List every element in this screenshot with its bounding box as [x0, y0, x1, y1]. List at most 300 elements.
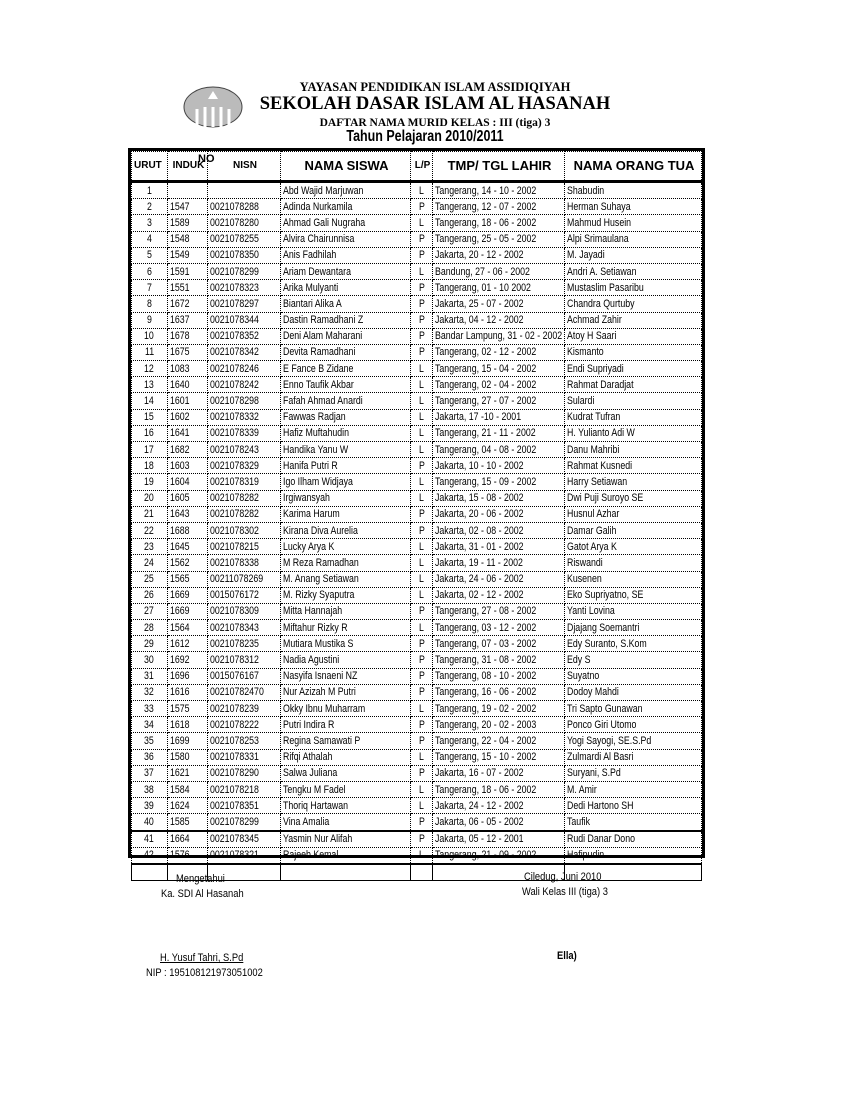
birth-place-date-cell — [433, 393, 565, 409]
table-row — [132, 263, 702, 279]
parent-name: Dwi Puji Suroyo SE — [567, 492, 644, 505]
row-number-cell — [132, 215, 168, 231]
gender-cell — [411, 701, 433, 717]
induk-number: 1672 — [170, 297, 190, 310]
student-name-cell — [281, 749, 411, 765]
induk-number-cell — [168, 506, 208, 522]
row-number-cell — [132, 393, 168, 409]
nisn: 0021078243 — [210, 443, 259, 456]
table-row — [132, 280, 702, 296]
parent-name: Shabudin — [567, 184, 605, 197]
birth-place-date-cell — [433, 458, 565, 474]
student-name-cell — [281, 296, 411, 312]
parent-name: Danu Mahribi — [567, 443, 620, 456]
gender-cell — [411, 831, 433, 848]
student-name: Abd Wajid Marjuwan — [283, 184, 364, 197]
parent-name-cell — [565, 603, 702, 619]
row-number-cell — [132, 636, 168, 652]
parent-name: Mahmud Husein — [567, 216, 632, 229]
birth-place-date-cell — [433, 361, 565, 377]
student-name: Thoriq Hartawan — [283, 799, 349, 812]
birth-place-date-cell — [433, 409, 565, 425]
gender-cell — [411, 847, 433, 864]
parent-name-cell — [565, 328, 702, 344]
parent-name-cell — [565, 587, 702, 603]
birth-place-date-cell — [433, 474, 565, 490]
induk-number: 1669 — [170, 589, 190, 602]
student-name: Nadia Agustini — [283, 654, 340, 667]
parent-name-cell — [565, 847, 702, 864]
induk-number: 1580 — [170, 751, 190, 764]
row-number: 22 — [144, 524, 155, 537]
parent-name: Atoy H Saari — [567, 330, 617, 343]
student-name-cell — [281, 182, 411, 199]
birth-place-date-cell — [433, 733, 565, 749]
induk-number-cell — [168, 668, 208, 684]
student-name: Anis Fadhilah — [283, 249, 337, 262]
parent-name: Kusenen — [567, 573, 602, 586]
induk-number-cell — [168, 814, 208, 831]
row-number-cell — [132, 442, 168, 458]
footer-place-date: Ciledug, Juni 2010 — [524, 871, 602, 883]
row-number: 7 — [147, 281, 153, 294]
parent-name: M. Amir — [567, 783, 597, 796]
induk-number-cell — [168, 312, 208, 328]
induk-number-cell — [168, 215, 208, 231]
nisn-cell — [208, 831, 281, 848]
parent-name: Andri A. Setiawan — [567, 265, 637, 278]
nisn: 00210782470 — [210, 686, 264, 699]
nisn-cell — [208, 847, 281, 864]
nisn: 0021078342 — [210, 346, 259, 359]
student-name-cell — [281, 409, 411, 425]
birth-place-date: Jakarta, 05 - 12 - 2001 — [435, 833, 524, 846]
birth-place-date-cell — [433, 490, 565, 506]
induk-number: 1664 — [170, 833, 190, 846]
birth-place-date-cell — [433, 539, 565, 555]
row-number-cell — [132, 620, 168, 636]
induk-number: 1612 — [170, 637, 190, 650]
table-row — [132, 765, 702, 781]
birth-place-date: Tangerang, 25 - 05 - 2002 — [435, 233, 537, 246]
induk-number-cell — [168, 684, 208, 700]
birth-place-date-cell — [433, 765, 565, 781]
birth-place-date-cell — [433, 182, 565, 199]
gender: P — [418, 686, 425, 699]
student-name-cell — [281, 798, 411, 814]
birth-place-date-cell — [433, 296, 565, 312]
table-row — [132, 247, 702, 263]
student-name-cell — [281, 652, 411, 668]
table-row — [132, 215, 702, 231]
nisn-cell — [208, 636, 281, 652]
nisn-cell — [208, 668, 281, 684]
student-name: Tengku M Fadel — [283, 783, 346, 796]
student-name: Handika Yanu W — [283, 443, 349, 456]
student-name-cell — [281, 506, 411, 522]
parent-name: Ponco Giri Utomo — [567, 718, 637, 731]
student-name-cell — [281, 603, 411, 619]
gender-cell — [411, 409, 433, 425]
nisn-cell — [208, 652, 281, 668]
parent-name: Tri Sapto Gunawan — [567, 702, 643, 715]
induk-number-cell — [168, 717, 208, 733]
induk-number: 1616 — [170, 686, 190, 699]
row-number-cell — [132, 247, 168, 263]
gender-cell — [411, 442, 433, 458]
nisn-cell — [208, 215, 281, 231]
birth-place-date: Tangerang, 22 - 04 - 2002 — [435, 734, 537, 747]
induk-number: 1675 — [170, 346, 190, 359]
empty-cell — [411, 864, 433, 881]
birth-place-date: Jakarta, 31 - 01 - 2002 — [435, 540, 524, 553]
school-name: SEKOLAH DASAR ISLAM AL HASANAH — [259, 94, 611, 114]
birth-place-date: Jakarta, 06 - 05 - 2002 — [435, 815, 524, 828]
table-row — [132, 814, 702, 831]
induk-number-cell — [168, 701, 208, 717]
table-row — [132, 506, 702, 522]
parent-name-cell — [565, 798, 702, 814]
nisn: 0021078255 — [210, 233, 259, 246]
student-name: Nur Azizah M Putri — [283, 686, 356, 699]
gender-cell — [411, 296, 433, 312]
table-row — [132, 474, 702, 490]
row-number-cell — [132, 555, 168, 571]
student-name-cell — [281, 328, 411, 344]
parent-name-cell — [565, 263, 702, 279]
induk-number-cell — [168, 344, 208, 360]
student-name: Biantari Alika A — [283, 297, 342, 310]
gender-cell — [411, 765, 433, 781]
row-number-cell — [132, 522, 168, 538]
row-number: 34 — [144, 718, 155, 731]
parent-name: Endi Supriyadi — [567, 362, 624, 375]
gender-cell — [411, 361, 433, 377]
parent-name: Damar Galih — [567, 524, 617, 537]
student-name: Arika Mulyanti — [283, 281, 339, 294]
nisn: 0021078246 — [210, 362, 259, 375]
induk-number-cell — [168, 522, 208, 538]
parent-name: Riswandi — [567, 556, 603, 569]
nisn-cell — [208, 312, 281, 328]
parent-name-cell — [565, 361, 702, 377]
nisn: 0021078282 — [210, 508, 259, 521]
table-row — [132, 717, 702, 733]
nisn-cell — [208, 717, 281, 733]
student-name: Putri Indira R — [283, 718, 335, 731]
gender-cell — [411, 425, 433, 441]
birth-place-date-cell — [433, 701, 565, 717]
gender-cell — [411, 814, 433, 831]
row-number-cell — [132, 765, 168, 781]
induk-number-cell — [168, 603, 208, 619]
induk-number: 1624 — [170, 799, 190, 812]
birth-place-date: Jakarta, 10 - 10 - 2002 — [435, 459, 524, 472]
row-number-cell — [132, 798, 168, 814]
parent-name-cell — [565, 749, 702, 765]
birth-place-date-cell — [433, 199, 565, 215]
nisn: 0021078321 — [210, 849, 259, 862]
nisn: 0021078297 — [210, 297, 259, 310]
gender-cell — [411, 587, 433, 603]
induk-number: 1551 — [170, 281, 190, 294]
nisn: 0021078332 — [210, 411, 259, 424]
induk-number: 1564 — [170, 621, 190, 634]
gender: L — [419, 427, 425, 440]
row-number-cell — [132, 312, 168, 328]
nisn: 0021078339 — [210, 427, 259, 440]
induk-number: 1589 — [170, 216, 190, 229]
student-name: Kirana Diva Aurelia — [283, 524, 358, 537]
gender-cell — [411, 620, 433, 636]
birth-place-date-cell — [433, 571, 565, 587]
table-row — [132, 442, 702, 458]
table-row — [132, 831, 702, 848]
empty-cell — [281, 864, 411, 881]
gender-cell — [411, 231, 433, 247]
induk-number: 1621 — [170, 767, 190, 780]
gender-cell — [411, 199, 433, 215]
induk-number: 1584 — [170, 783, 190, 796]
student-name-cell — [281, 765, 411, 781]
row-number-cell — [132, 571, 168, 587]
row-number: 26 — [144, 589, 155, 602]
parent-name-cell — [565, 701, 702, 717]
nisn-cell — [208, 231, 281, 247]
nisn: 0021078235 — [210, 637, 259, 650]
induk-number-cell — [168, 409, 208, 425]
student-name: Mutiara Mustika S — [283, 637, 354, 650]
student-name: Yasmin Nur Alifah — [283, 833, 353, 846]
row-number-cell — [132, 296, 168, 312]
student-name-cell — [281, 458, 411, 474]
nisn-cell — [208, 247, 281, 263]
nisn-cell — [208, 474, 281, 490]
table-row — [132, 555, 702, 571]
birth-place-date: Tangerang, 02 - 12 - 2002 — [435, 346, 537, 359]
student-name-cell — [281, 571, 411, 587]
parent-name-cell — [565, 344, 702, 360]
col-no-top: NO — [198, 153, 215, 165]
gender-cell — [411, 798, 433, 814]
row-number: 13 — [144, 378, 155, 391]
parent-name: Achmad Zahir — [567, 314, 622, 327]
induk-number-cell — [168, 831, 208, 848]
induk-number-cell — [168, 182, 208, 199]
table-row — [132, 490, 702, 506]
row-number-cell — [132, 425, 168, 441]
nisn: 0021078338 — [210, 556, 259, 569]
induk-number: 1678 — [170, 330, 190, 343]
student-name-cell — [281, 717, 411, 733]
nisn-cell — [208, 506, 281, 522]
student-name: Miftahur Rizky R — [283, 621, 348, 634]
table-row — [132, 182, 702, 199]
nisn: 0021078282 — [210, 492, 259, 505]
induk-number-cell — [168, 328, 208, 344]
student-name: Vina Amalia — [283, 815, 330, 828]
nisn: 0021078344 — [210, 314, 259, 327]
parent-name-cell — [565, 215, 702, 231]
induk-number-cell — [168, 620, 208, 636]
nisn: 0021078350 — [210, 249, 259, 262]
student-name-cell — [281, 231, 411, 247]
gender-cell — [411, 555, 433, 571]
list-title: DAFTAR NAMA MURID KELAS : III (tiga) 3 — [319, 117, 551, 129]
birth-place-date-cell — [433, 684, 565, 700]
birth-place-date-cell — [433, 781, 565, 797]
row-number-cell — [132, 361, 168, 377]
row-number-cell — [132, 474, 168, 490]
row-number: 29 — [144, 637, 155, 650]
parent-name-cell — [565, 490, 702, 506]
parent-name: Herman Suhaya — [567, 200, 631, 213]
gender-cell — [411, 215, 433, 231]
parent-name-cell — [565, 182, 702, 199]
gender-cell — [411, 263, 433, 279]
table-row — [132, 393, 702, 409]
gender: L — [419, 702, 425, 715]
parent-name: Suryani, S.Pd — [567, 767, 621, 780]
parent-name-cell — [565, 765, 702, 781]
row-number-cell — [132, 587, 168, 603]
nisn-cell — [208, 603, 281, 619]
nisn-cell — [208, 344, 281, 360]
birth-place-date: Tangerang, 21 - 11 - 2002 — [435, 427, 536, 440]
birth-place-date: Jakarta, 17 -10 - 2001 — [435, 411, 522, 424]
nisn-cell — [208, 393, 281, 409]
birth-place-date-cell — [433, 263, 565, 279]
table-row — [132, 781, 702, 797]
student-name: Enno Taufik Akbar — [283, 378, 354, 391]
nisn-cell — [208, 328, 281, 344]
table-row — [132, 458, 702, 474]
birth-place-date-cell — [433, 522, 565, 538]
row-number-cell — [132, 814, 168, 831]
gender: P — [418, 718, 425, 731]
row-number: 15 — [144, 411, 155, 424]
gender: P — [418, 833, 425, 846]
parent-name: Djajang Soemantri — [567, 621, 640, 634]
parent-name-cell — [565, 684, 702, 700]
row-number: 42 — [144, 849, 155, 862]
table-row — [132, 733, 702, 749]
gender: L — [419, 475, 425, 488]
birth-place-date-cell — [433, 603, 565, 619]
student-name-cell — [281, 636, 411, 652]
student-name: Fafah Ahmad Anardi — [283, 395, 363, 408]
nisn-cell — [208, 701, 281, 717]
nisn: 0021078242 — [210, 378, 259, 391]
induk-number-cell — [168, 847, 208, 864]
gender: L — [419, 799, 425, 812]
birth-place-date-cell — [433, 717, 565, 733]
student-name: Hafiz Muftahudin — [283, 427, 350, 440]
student-name-cell — [281, 733, 411, 749]
parent-name-cell — [565, 636, 702, 652]
gender: P — [418, 200, 425, 213]
row-number: 21 — [144, 508, 155, 521]
student-name: Okky Ibnu Muharram — [283, 702, 366, 715]
table-row — [132, 652, 702, 668]
parent-name-cell — [565, 539, 702, 555]
nisn: 0021078329 — [210, 459, 259, 472]
birth-place-date: Jakarta, 16 - 07 - 2002 — [435, 767, 524, 780]
gender-cell — [411, 182, 433, 199]
student-name: Deni Alam Maharani — [283, 330, 363, 343]
parent-name-cell — [565, 652, 702, 668]
row-number: 14 — [144, 395, 155, 408]
parent-name: Chandra Qurtuby — [567, 297, 635, 310]
student-name-cell — [281, 263, 411, 279]
induk-number: 1604 — [170, 475, 190, 488]
footer-teacher-title: Wali Kelas III (tiga) 3 — [522, 886, 608, 898]
induk-number-cell — [168, 490, 208, 506]
nisn: 0021078222 — [210, 718, 259, 731]
nisn-cell — [208, 539, 281, 555]
induk-number-cell — [168, 474, 208, 490]
row-number-cell — [132, 506, 168, 522]
induk-number: 1083 — [170, 362, 190, 375]
birth-place-date-cell — [433, 587, 565, 603]
footer-head-name: H. Yusuf Tahri, S.Pd — [160, 952, 244, 964]
parent-name: Dodoy Mahdi — [567, 686, 619, 699]
gender-cell — [411, 717, 433, 733]
student-name: Hanifa Putri R — [283, 459, 338, 472]
parent-name: Edy S — [567, 654, 591, 667]
birth-place-date: Tangerang, 16 - 06 - 2002 — [435, 686, 537, 699]
parent-name: Zulmardi Al Basri — [567, 751, 634, 764]
gender: L — [419, 443, 425, 456]
row-number: 35 — [144, 734, 155, 747]
parent-name: H. Yulianto Adi W — [567, 427, 635, 440]
gender: P — [418, 330, 425, 343]
birth-place-date: Tangerang, 03 - 12 - 2002 — [435, 621, 537, 634]
birth-place-date-cell — [433, 231, 565, 247]
parent-name: Rahmat Kusnedi — [567, 459, 633, 472]
parent-name: Rahmat Daradjat — [567, 378, 634, 391]
nisn-cell — [208, 442, 281, 458]
parent-name-cell — [565, 425, 702, 441]
birth-place-date: Jakarta, 02 - 08 - 2002 — [435, 524, 524, 537]
student-name-cell — [281, 247, 411, 263]
row-number: 37 — [144, 767, 155, 780]
row-number: 31 — [144, 670, 155, 683]
parent-name: Hafipudin — [567, 849, 605, 862]
parent-name: Kudrat Tufran — [567, 411, 621, 424]
gender: P — [418, 605, 425, 618]
induk-number-cell — [168, 280, 208, 296]
student-name: Ariam Dewantara — [283, 265, 351, 278]
row-number-cell — [132, 652, 168, 668]
table-row — [132, 749, 702, 765]
birth-place-date-cell — [433, 620, 565, 636]
row-number-cell — [132, 701, 168, 717]
gender: P — [418, 346, 425, 359]
induk-number-cell — [168, 377, 208, 393]
row-number-cell — [132, 328, 168, 344]
induk-number: 1641 — [170, 427, 190, 440]
induk-number: 1645 — [170, 540, 190, 553]
birth-place-date-cell — [433, 506, 565, 522]
student-name: Lucky Arya K — [283, 540, 335, 553]
birth-place-date: Tangerang, 14 - 10 - 2002 — [435, 184, 537, 197]
table-row — [132, 539, 702, 555]
parent-name-cell — [565, 620, 702, 636]
table-row — [132, 199, 702, 215]
student-name-cell — [281, 847, 411, 864]
induk-number-cell — [168, 263, 208, 279]
